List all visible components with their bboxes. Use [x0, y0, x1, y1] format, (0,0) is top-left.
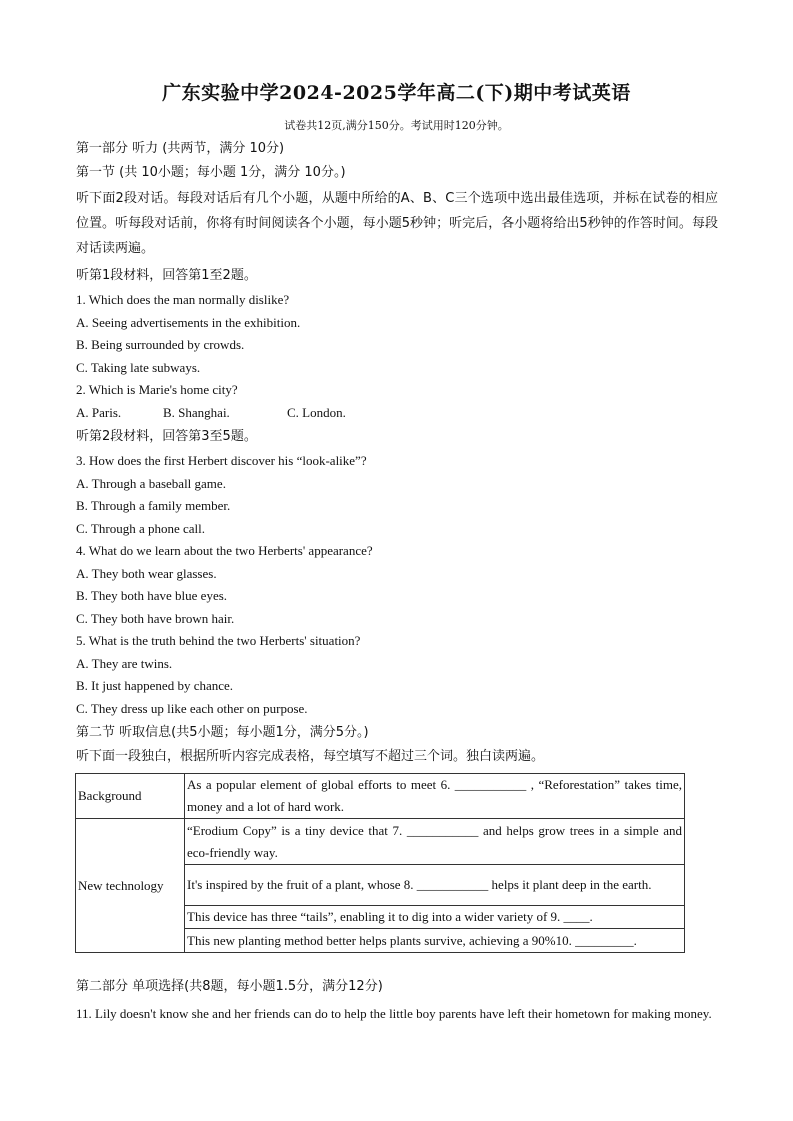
- background-label: Background: [76, 774, 185, 819]
- question-5-option-b: B. It just happened by chance.: [76, 678, 234, 693]
- material1-heading: 听第1段材料，回答第1至2题。: [76, 268, 257, 283]
- question-5-option-a: A. They are twins.: [76, 656, 173, 671]
- question-4-option-b: B. They both have blue eyes.: [76, 588, 228, 603]
- question-2: 2. Which is Marie's home city?: [76, 382, 238, 397]
- info-table: [75, 773, 685, 953]
- new-technology-label: New technology: [76, 819, 185, 953]
- table-row: [76, 819, 685, 865]
- question-1-option-c: C. Taking late subways.: [76, 360, 201, 375]
- technology-cell: “Erodium Copy” is a tiny device that 7. ___________ and helps grow trees in a simple and eco-friendly way.: [185, 819, 685, 865]
- question-3-option-c: C. Through a phone call.: [76, 521, 206, 536]
- section2-heading: 第二节 听取信息(共5小题；每小题1分，满分5分。): [76, 725, 369, 740]
- question-1: 1. Which does the man normally dislike?: [76, 292, 290, 307]
- section1-instructions: 听下面2段对话。每段对话后有几个小题，从题中所给的A、B、C三个选项中选出最佳选项，并标在试卷的相应位置。听每段对话前，你将有时间阅读各个小题，每小题5秒钟；听完后，各小题将给出5秒钟的作答时间。每段对话读两遍。: [76, 191, 718, 256]
- technology-cell: This new planting method better helps plants survive, achieving a 90%10. _________.: [185, 929, 685, 953]
- exam-info: 试卷共12页,满分150分。考试用时120分钟。: [284, 119, 509, 132]
- part1-heading: 第一部分 听力 (共两节，满分 10分): [76, 141, 285, 156]
- question-5: 5. What is the truth behind the two Herberts' situation?: [76, 633, 361, 648]
- question-3: 3. How does the first Herbert discover his “look-alike”?: [76, 453, 367, 468]
- technology-cell: It's inspired by the fruit of a plant, whose 8. ___________ helps it plant deep in the earth.: [185, 865, 685, 906]
- section1-heading: 第一节 (共 10小题；每小题 1分，满分 10分。): [76, 165, 346, 180]
- question-2-option-a: A. Paris.: [76, 405, 122, 420]
- question-4-option-a: A. They both wear glasses.: [76, 566, 217, 581]
- question-2-option-b: B. Shanghai.: [163, 405, 230, 420]
- question-11: 11. Lily doesn't know she and her friends can do to help the little boy parents have left their hometown for making money.: [76, 1006, 712, 1021]
- question-1-option-b: B. Being surrounded by crowds.: [76, 337, 245, 352]
- question-3-option-b: B. Through a family member.: [76, 498, 231, 513]
- section2-instructions: 听下面一段独白，根据所听内容完成表格，每空填写不超过三个词。独白读两遍。: [76, 749, 545, 764]
- part2-heading: 第二部分 单项选择(共8题，每小题1.5分，满分12分): [76, 979, 383, 994]
- page-title: 广东实验中学2024-2025学年高二(下)期中考试英语: [162, 82, 631, 104]
- question-4: 4. What do we learn about the two Herberts' appearance?: [76, 543, 373, 558]
- technology-cell: This device has three “tails”, enabling it to dig into a wider variety of 9. ____.: [185, 906, 685, 929]
- question-4-option-c: C. They both have brown hair.: [76, 611, 235, 626]
- background-cell: As a popular element of global efforts to meet 6. ___________ , “Reforestation” takes time, money and a lot of hard work.: [185, 774, 685, 819]
- question-2-option-c: C. London.: [287, 405, 346, 420]
- table-row: [76, 774, 685, 819]
- material2-heading: 听第2段材料，回答第3至5题。: [76, 429, 257, 444]
- question-1-option-a: A. Seeing advertisements in the exhibition.: [76, 315, 301, 330]
- question-5-option-c: C. They dress up like each other on purpose.: [76, 701, 308, 716]
- question-3-option-a: A. Through a baseball game.: [76, 476, 226, 491]
